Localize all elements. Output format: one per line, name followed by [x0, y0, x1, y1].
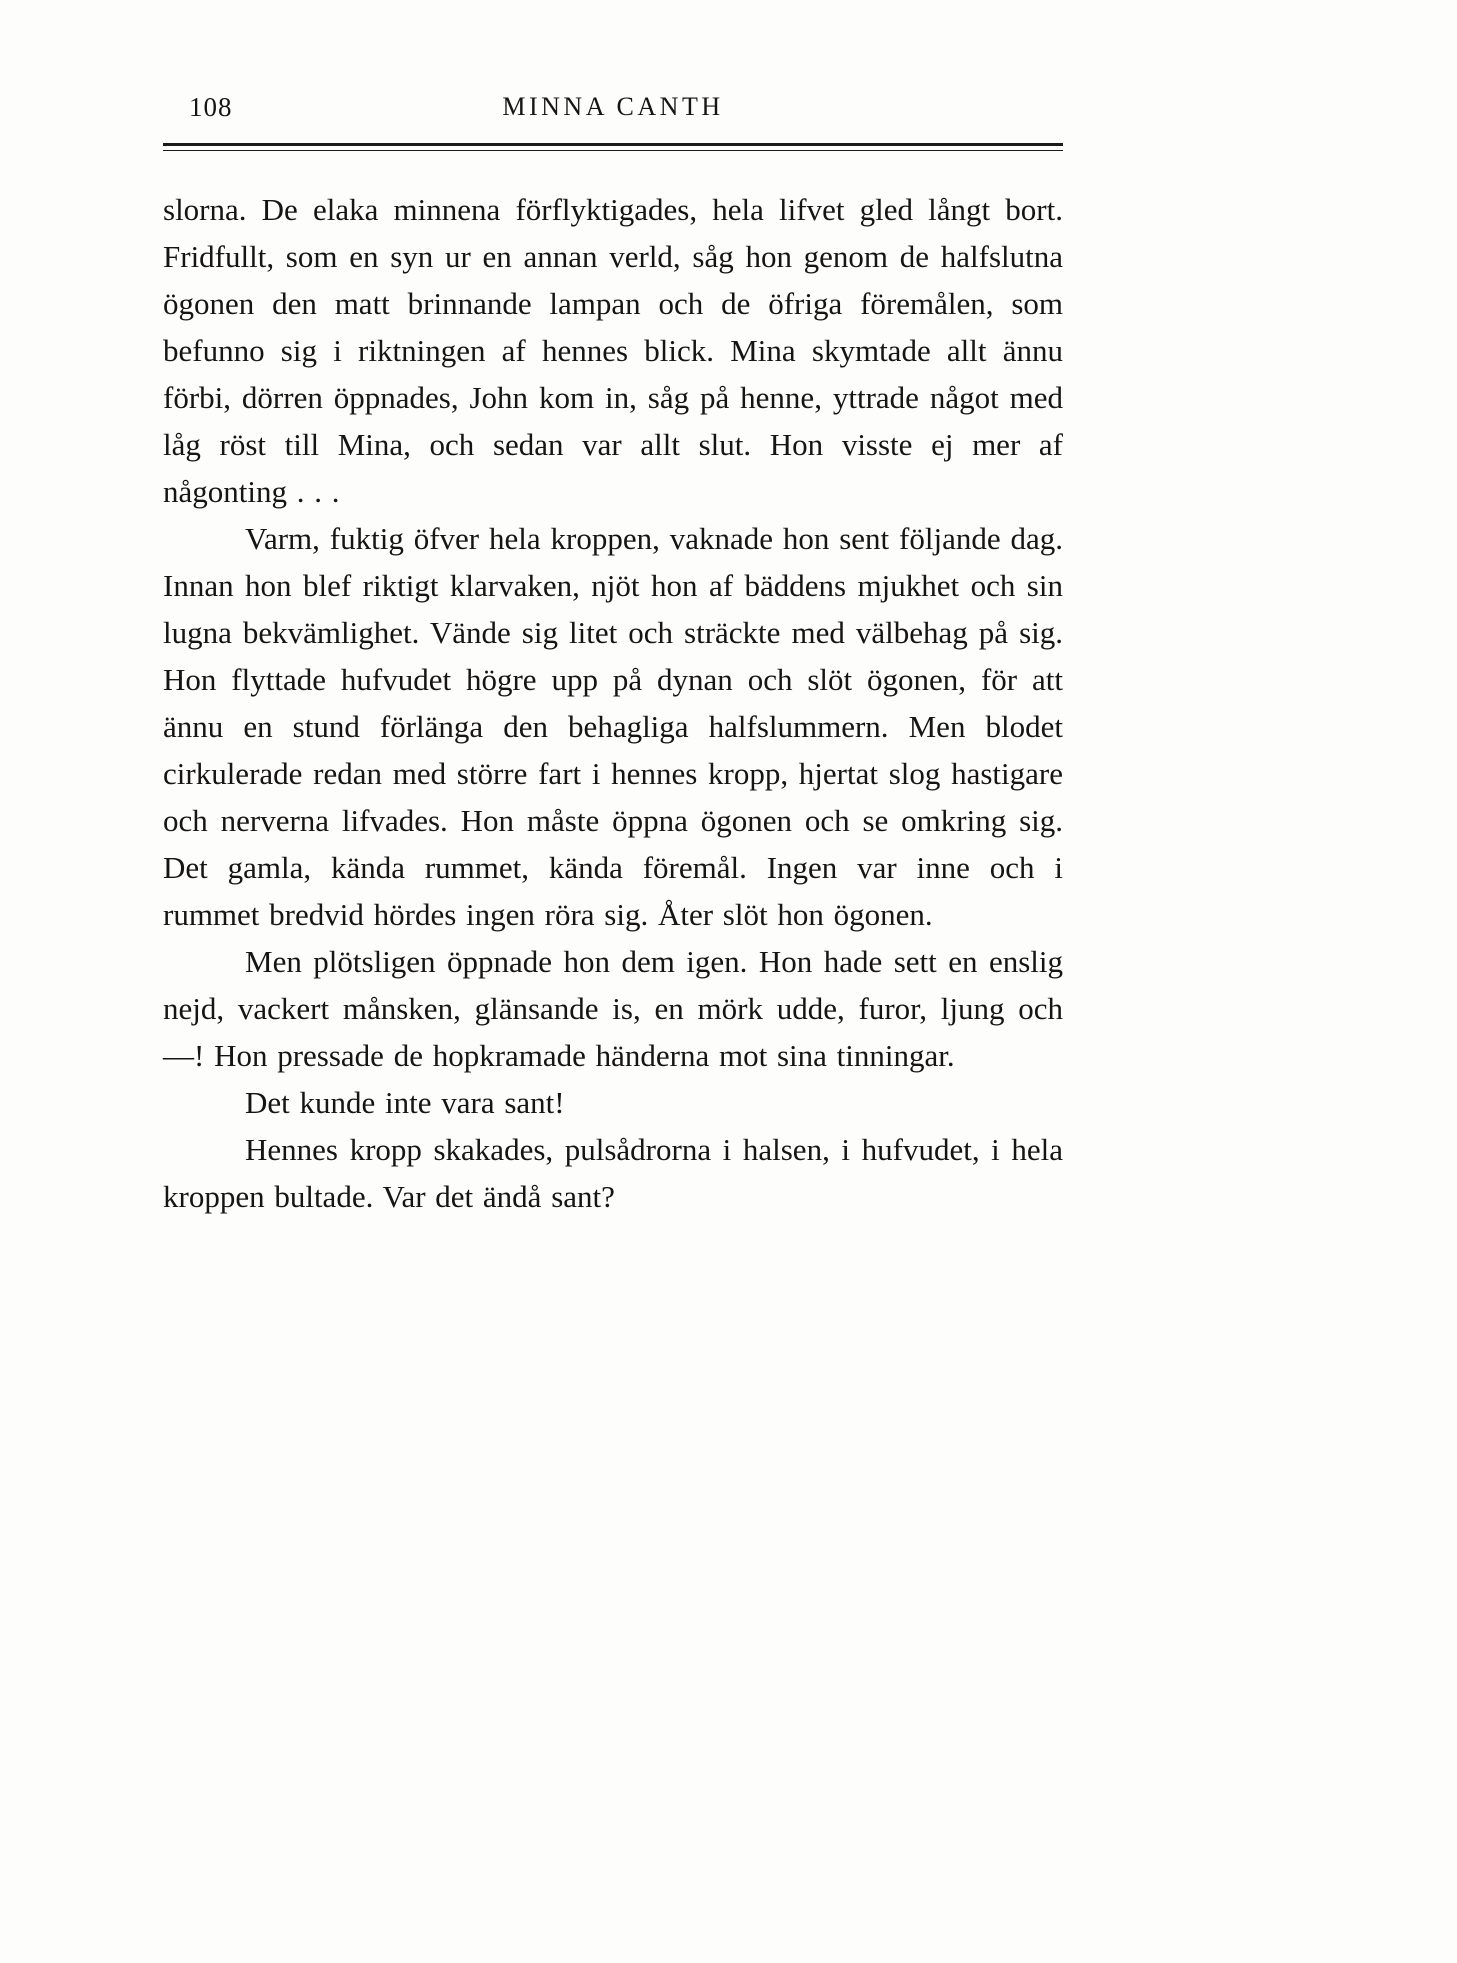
page-header [163, 86, 1063, 130]
text-block [163, 86, 1063, 1220]
paragraph: Men plötsligen öppnade hon dem igen. Hon hade sett en enslig nejd, vackert månsken, glänsande is, en mörk udde, furor, ljung och —! Hon pressade de hopkramade händerna mot sina tinningar. [163, 944, 1063, 1073]
book-page [0, 0, 1065, 1220]
paragraph: Det kunde inte vara sant! [245, 1085, 565, 1120]
page-number: 108 [189, 92, 233, 122]
running-header-title: MINNA CANTH [502, 92, 724, 121]
paragraph: slorna. De elaka minnena förflyktigades, hela lifvet gled långt bort. Fridfullt, som en syn ur en annan verld, såg hon genom de halfslutna ögonen den matt brinnande lampan och de öfriga föremålen, som befunno sig i riktningen af hennes blick. Mina skymtade allt ännu förbi, dörren öppnades, John kom in, såg på henne, yttrade något med låg röst till Mina, och sedan var allt slut. Hon visste ej mer af någonting . . . [163, 192, 1063, 509]
body-text [163, 186, 1063, 1220]
paragraph: Varm, fuktig öfver hela kroppen, vaknade hon sent följande dag. Innan hon blef riktigt klarvaken, njöt hon af bäddens mjukhet och sin lugna bekvämlighet. Vände sig litet och sträckte med välbehag på sig. Hon flyttade hufvudet högre upp på dynan och slöt ögonen, för att ännu en stund förlänga den behagliga halfslummern. Men blodet cirkulerade redan med större fart i hennes kropp, hjertat slog hastigare och nerverna lifvades. Hon måste öppna ögonen och se omkring sig. Det gamla, kända rummet, kända föremål. Ingen var inne och i rummet bredvid hördes ingen röra sig. Åter slöt hon ögonen. [163, 521, 1063, 932]
header-double-rule [163, 143, 1063, 151]
paragraph: Hennes kropp skakades, pulsådrorna i halsen, i hufvudet, i hela kroppen bultade. Var det ändå sant? [163, 1132, 1063, 1214]
